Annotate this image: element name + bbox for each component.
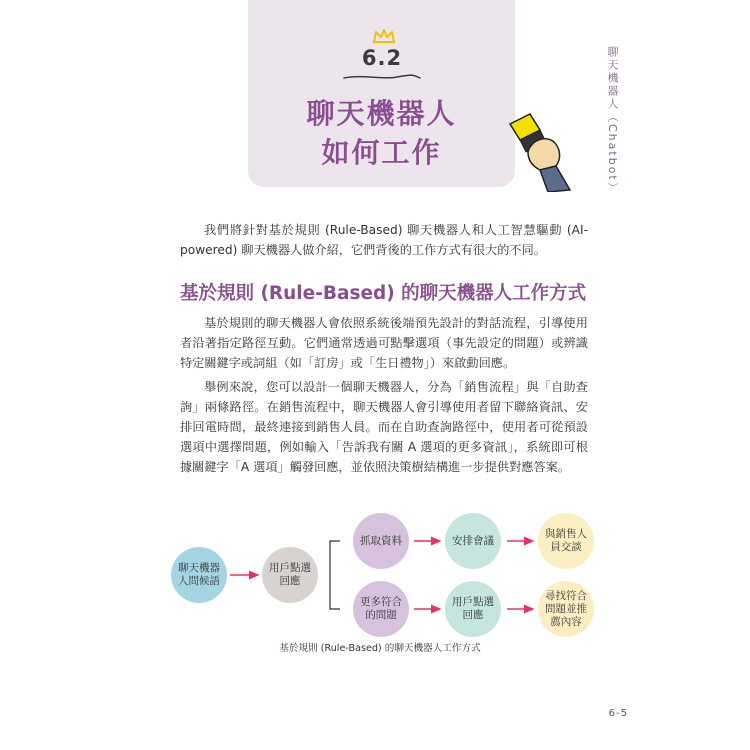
node-chatbot-greeting: 聊天機器人問候語 [171,547,227,603]
intro-paragraph: 我們將針對基於規則 (Rule-Based) 聊天機器人和人工智慧驅動 (AI-powered) 聊天機器人做介紹，它們背後的工作方式有很大的不同。 [180,223,588,257]
node-find-content: 尋找符合問題並推薦內容 [538,581,594,637]
figure-caption: 基於規則 (Rule-Based) 的聊天機器人工作方式 [279,643,481,654]
arrow-branch-connector [330,541,340,609]
node-user-click-response: 用戶點選回應 [262,547,318,603]
chapter-title-line2: 如何工作 [321,136,442,169]
highlighter-hand-icon [500,112,580,192]
node-schedule-meeting: 安排會議 [445,513,501,569]
page-number: 6-5 [608,708,628,719]
section-paragraph-2: 舉例來說，您可以設計一個聊天機器人，分為「銷售流程」與「自助查詢」兩條路徑。在銷售流程中，聊天機器人會引導使用者留下聯絡資訊、安排回電時間，最終連接到銷售人員。而在自助查詢路徑中，使用者可從預設選項中選擇問題，例如輸入「告訴我有關 A 選項的更多資訊」，系統即可根據關鍵字「A 選項」觸發回應，並依照決策樹結構進一步提供對應答案。 [180,380,588,474]
crown-icon [372,28,396,44]
node-user-click-response-2: 用戶點選回應 [445,581,501,637]
chapter-title-line1: 聊天機器人 [306,97,457,130]
section-paragraph-1: 基於規則的聊天機器人會依照系統後端預先設計的對話流程，引導使用者沿著指定路徑互動。它們通常透過可點擊選項（事先設定的問題）或辨識特定關鍵字或詞組（如「訂房」或「生日禮物」）來啟動回應。 [180,316,588,370]
node-more-questions: 更多符合的問題 [353,581,409,637]
node-capture-data: 抓取資料 [353,513,409,569]
node-talk-to-sales: 與銷售人員交談 [538,513,594,569]
chapter-title [248,94,515,172]
squiggle-underline-icon [342,72,422,82]
running-head: 聊天機器人（Chatbot） [606,46,619,195]
chapter-number: 6.2 [361,46,403,70]
section-heading: 基於規則 (Rule-Based) 的聊天機器人工作方式 [180,283,587,304]
